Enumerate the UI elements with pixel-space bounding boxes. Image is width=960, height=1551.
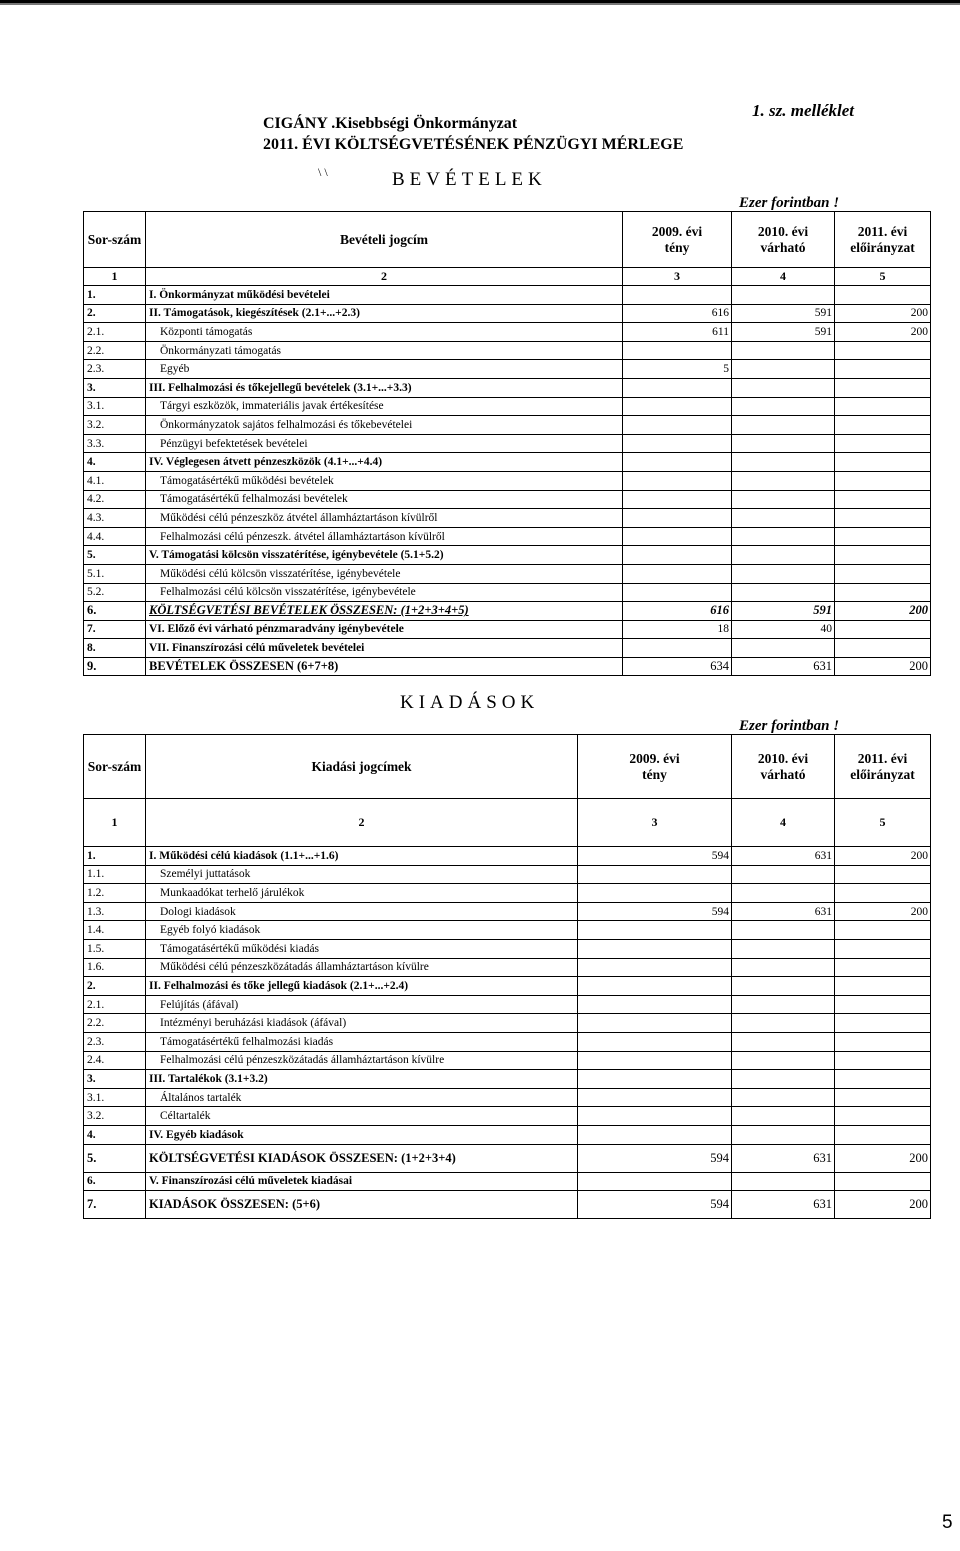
- expenditure-section-title: KIADÁSOK: [400, 692, 540, 713]
- value-2011: [835, 397, 931, 416]
- row-label: V. Támogatási kölcsön visszatérítése, igénybevétele (5.1+5.2): [146, 546, 623, 565]
- row-label: KÖLTSÉGVETÉSI KIADÁSOK ÖSSZESEN: (1+2+3+4): [146, 1144, 578, 1172]
- value-2011: [835, 583, 931, 602]
- value-2010: 591: [732, 602, 835, 621]
- value-2010: [732, 1107, 835, 1126]
- row-code: 2.1.: [84, 323, 146, 342]
- value-2011: [835, 509, 931, 528]
- value-2011: [835, 1107, 931, 1126]
- row-label: Működési célú kölcsön visszatérítése, igénybevétele: [146, 564, 623, 583]
- table-row: [84, 453, 931, 472]
- table-row: [84, 958, 931, 977]
- value-2011: [835, 471, 931, 490]
- header-year-label: 2010. évi: [757, 223, 809, 239]
- value-2009: 594: [578, 847, 732, 866]
- table-row: [84, 1191, 931, 1219]
- value-2009: [623, 453, 732, 472]
- column-number: 4: [732, 268, 835, 286]
- value-2010: 631: [732, 1191, 835, 1219]
- value-2011: 200: [835, 657, 931, 676]
- value-2009: [578, 921, 732, 940]
- document-subtitle: 2011. ÉVI KÖLTSÉGVETÉSÉNEK PÉNZÜGYI MÉRLEGE: [263, 136, 684, 153]
- value-2009: [623, 509, 732, 528]
- value-2009: 616: [623, 304, 732, 323]
- header-year-2011: [835, 212, 931, 268]
- value-2011: [835, 1125, 931, 1144]
- value-2009: [623, 434, 732, 453]
- header-year-label: 2011. évi: [857, 223, 908, 239]
- column-number-row: [84, 268, 931, 286]
- header-year-label: 2011. évi: [857, 750, 908, 766]
- value-2009: [578, 939, 732, 958]
- value-2011: 200: [835, 602, 931, 621]
- table-row: [84, 1070, 931, 1089]
- header-year-label: 2010. évi: [757, 750, 809, 766]
- value-2011: [835, 977, 931, 996]
- table-row: [84, 323, 931, 342]
- row-code: 2.3.: [84, 360, 146, 379]
- table-row: [84, 1051, 931, 1070]
- row-code: 1.: [84, 286, 146, 305]
- value-2010: [732, 583, 835, 602]
- value-2009: [623, 341, 732, 360]
- header-year-1: [732, 212, 835, 268]
- table-row: [84, 1014, 931, 1033]
- value-2010: 40: [732, 620, 835, 639]
- row-code: 1.4.: [84, 921, 146, 940]
- revenue-table: [83, 211, 931, 676]
- row-code: 3.2.: [84, 1107, 146, 1126]
- row-code: 1.2.: [84, 884, 146, 903]
- value-2010: [732, 509, 835, 528]
- value-2009: [578, 977, 732, 996]
- header-row-number: Sor-szám: [84, 735, 146, 799]
- value-2011: [835, 564, 931, 583]
- value-2011: 200: [835, 847, 931, 866]
- value-2010: [732, 1070, 835, 1089]
- table-row: [84, 884, 931, 903]
- value-2009: 616: [623, 602, 732, 621]
- value-2009: [623, 286, 732, 305]
- row-label: Felhalmozási célú pénzeszk. átvétel államháztartáson kívülről: [146, 527, 623, 546]
- row-label: I. Önkormányzat működési bevételei: [146, 286, 623, 305]
- value-2010: 631: [732, 657, 835, 676]
- value-2009: [623, 471, 732, 490]
- table-row: [84, 657, 931, 676]
- value-2009: [578, 1125, 732, 1144]
- row-label: Központi támogatás: [146, 323, 623, 342]
- table-row: [84, 583, 931, 602]
- row-label: Pénzügyi befektetések bevételei: [146, 434, 623, 453]
- row-code: 7.: [84, 1191, 146, 1219]
- column-number: 1: [84, 268, 146, 286]
- row-label: Támogatásértékű működési kiadás: [146, 939, 578, 958]
- row-label: IV. Egyéb kiadások: [146, 1125, 578, 1144]
- table-row: [84, 546, 931, 565]
- value-2010: [732, 490, 835, 509]
- row-code: 4.2.: [84, 490, 146, 509]
- row-code: 3.1.: [84, 1088, 146, 1107]
- table-row: [84, 527, 931, 546]
- table-row: [84, 1172, 931, 1191]
- value-2011: [835, 865, 931, 884]
- table-row: [84, 865, 931, 884]
- value-2009: 611: [623, 323, 732, 342]
- header-year-0: [578, 735, 732, 799]
- value-2011: [835, 434, 931, 453]
- value-2011: [835, 1088, 931, 1107]
- column-number: 5: [835, 799, 931, 847]
- value-2010: [732, 564, 835, 583]
- row-code: 6.: [84, 602, 146, 621]
- value-2010: 631: [732, 1144, 835, 1172]
- row-label: Személyi juttatások: [146, 865, 578, 884]
- scan-ticks: \ \: [318, 165, 328, 179]
- table-row: [84, 341, 931, 360]
- header-year-1: [732, 735, 835, 799]
- column-number: 2: [146, 799, 578, 847]
- table-row: [84, 471, 931, 490]
- row-label: IV. Véglegesen átvett pénzeszközök (4.1+...+4.4): [146, 453, 623, 472]
- value-2009: [578, 1051, 732, 1070]
- row-label: Általános tartalék: [146, 1088, 578, 1107]
- row-label: Dologi kiadások: [146, 902, 578, 921]
- value-2010: [732, 884, 835, 903]
- row-code: 1.5.: [84, 939, 146, 958]
- header-year-0: [623, 212, 732, 268]
- value-2010: [732, 921, 835, 940]
- value-2009: [623, 583, 732, 602]
- value-2009: [578, 1088, 732, 1107]
- value-2009: [578, 958, 732, 977]
- row-code: 4.: [84, 1125, 146, 1144]
- row-label: III. Felhalmozási és tőkejellegű bevételek (3.1+...+3.3): [146, 378, 623, 397]
- value-2010: [732, 1125, 835, 1144]
- table-row: [84, 286, 931, 305]
- value-2010: [732, 1014, 835, 1033]
- table-row: [84, 902, 931, 921]
- value-2010: [732, 1051, 835, 1070]
- row-code: 3.2.: [84, 416, 146, 435]
- value-2010: [732, 977, 835, 996]
- row-label: Intézményi beruházási kiadások (áfával): [146, 1014, 578, 1033]
- row-label: Támogatásértékű működési bevételek: [146, 471, 623, 490]
- value-2010: 631: [732, 902, 835, 921]
- column-number: 2: [146, 268, 623, 286]
- table-row: [84, 564, 931, 583]
- column-number: 5: [835, 268, 931, 286]
- value-2009: [578, 865, 732, 884]
- table-row: [84, 304, 931, 323]
- value-2010: [732, 1032, 835, 1051]
- value-2011: 200: [835, 323, 931, 342]
- value-2009: 634: [623, 657, 732, 676]
- value-2010: [732, 995, 835, 1014]
- row-label: Támogatásértékű felhalmozási bevételek: [146, 490, 623, 509]
- table-row: [84, 1032, 931, 1051]
- value-2009: [578, 995, 732, 1014]
- header-year-2011: [835, 735, 931, 799]
- value-2010: [732, 416, 835, 435]
- table-row: [84, 397, 931, 416]
- value-2010: [732, 958, 835, 977]
- value-2010: [732, 378, 835, 397]
- row-code: 3.3.: [84, 434, 146, 453]
- value-2011: [835, 490, 931, 509]
- row-code: 5.1.: [84, 564, 146, 583]
- row-code: 5.: [84, 1144, 146, 1172]
- column-number: 1: [84, 799, 146, 847]
- value-2009: 5: [623, 360, 732, 379]
- table-row: [84, 977, 931, 996]
- organization-title: CIGÁNY .Kisebbségi Önkormányzat: [263, 115, 518, 132]
- expenditure-table: [83, 734, 931, 1219]
- value-2011: 200: [835, 902, 931, 921]
- header-row-number: Sor-szám: [84, 212, 146, 268]
- table-row: [84, 416, 931, 435]
- table-row: [84, 1125, 931, 1144]
- row-label: V. Finanszírozási célú műveletek kiadásai: [146, 1172, 578, 1191]
- value-2009: [623, 416, 732, 435]
- row-label: VII. Finanszírozási célú műveletek bevételei: [146, 639, 623, 658]
- value-2010: [732, 434, 835, 453]
- header-title: Bevételi jogcím: [146, 212, 623, 268]
- value-2009: [578, 884, 732, 903]
- header-title: Kiadási jogcímek: [146, 735, 578, 799]
- value-2009: 594: [578, 1144, 732, 1172]
- header-year-kind: várható: [760, 239, 806, 255]
- value-2011: 200: [835, 1144, 931, 1172]
- column-number: 3: [578, 799, 732, 847]
- value-2011: [835, 995, 931, 1014]
- header-year-kind: várható: [760, 766, 806, 782]
- header-year-kind: tény: [664, 239, 690, 255]
- row-label: Működési célú pénzeszközátadás államháztartáson kívülre: [146, 958, 578, 977]
- row-code: 4.4.: [84, 527, 146, 546]
- row-label: KÖLTSÉGVETÉSI BEVÉTELEK ÖSSZESEN: (1+2+3+4+5): [146, 602, 623, 621]
- value-2010: [732, 341, 835, 360]
- value-2009: [578, 1014, 732, 1033]
- table-row: [84, 490, 931, 509]
- revenue-section-title: BEVÉTELEK: [392, 169, 547, 190]
- page-number: 5: [942, 1512, 953, 1533]
- row-code: 8.: [84, 639, 146, 658]
- value-2009: [623, 378, 732, 397]
- value-2009: 18: [623, 620, 732, 639]
- value-2009: [623, 564, 732, 583]
- value-2011: [835, 1070, 931, 1089]
- row-code: 2.2.: [84, 341, 146, 360]
- row-label: Felújítás (áfával): [146, 995, 578, 1014]
- value-2009: 594: [578, 902, 732, 921]
- header-row: [84, 735, 931, 799]
- value-2011: [835, 527, 931, 546]
- table-row: [84, 639, 931, 658]
- value-2009: [623, 490, 732, 509]
- row-label: Felhalmozási célú pénzeszközátadás államháztartáson kívülre: [146, 1051, 578, 1070]
- value-2010: 591: [732, 304, 835, 323]
- table-row: [84, 509, 931, 528]
- value-2011: [835, 453, 931, 472]
- row-code: 4.1.: [84, 471, 146, 490]
- value-2010: [732, 397, 835, 416]
- row-label: Támogatásértékű felhalmozási kiadás: [146, 1032, 578, 1051]
- row-code: 2.1.: [84, 995, 146, 1014]
- value-2011: [835, 939, 931, 958]
- value-2011: 200: [835, 1191, 931, 1219]
- table-row: [84, 921, 931, 940]
- header-row: [84, 212, 931, 268]
- row-code: 2.: [84, 977, 146, 996]
- row-label: VI. Előző évi várható pénzmaradvány igénybevétele: [146, 620, 623, 639]
- row-code: 1.1.: [84, 865, 146, 884]
- value-2010: [732, 1088, 835, 1107]
- table-row: [84, 620, 931, 639]
- value-2009: [623, 639, 732, 658]
- row-code: 5.2.: [84, 583, 146, 602]
- value-2010: 631: [732, 847, 835, 866]
- row-label: II. Támogatások, kiegészítések (2.1+...+2.3): [146, 304, 623, 323]
- value-2010: [732, 286, 835, 305]
- value-2009: [578, 1107, 732, 1126]
- row-code: 2.2.: [84, 1014, 146, 1033]
- table-row: [84, 995, 931, 1014]
- value-2010: [732, 639, 835, 658]
- row-label: Munkaadókat terhelő járulékok: [146, 884, 578, 903]
- value-2011: [835, 360, 931, 379]
- row-code: 1.3.: [84, 902, 146, 921]
- row-code: 6.: [84, 1172, 146, 1191]
- table-row: [84, 360, 931, 379]
- row-code: 7.: [84, 620, 146, 639]
- value-2011: [835, 341, 931, 360]
- value-2009: [578, 1070, 732, 1089]
- scan-edge: [0, 0, 960, 7]
- header-year-label: 2009. évi: [629, 750, 680, 766]
- value-2010: [732, 360, 835, 379]
- table-row: [84, 434, 931, 453]
- column-number: 3: [623, 268, 732, 286]
- row-label: Egyéb: [146, 360, 623, 379]
- value-2011: [835, 286, 931, 305]
- value-2011: [835, 639, 931, 658]
- value-2009: [578, 1032, 732, 1051]
- value-2010: [732, 453, 835, 472]
- value-2009: [623, 527, 732, 546]
- column-number: 4: [732, 799, 835, 847]
- row-code: 5.: [84, 546, 146, 565]
- row-label: Tárgyi eszközök, immateriális javak értékesítése: [146, 397, 623, 416]
- value-2009: [623, 546, 732, 565]
- value-2009: 594: [578, 1191, 732, 1219]
- header-year-label: 2009. évi: [651, 223, 703, 239]
- row-label: II. Felhalmozási és tőke jellegű kiadások (2.1+...+2.4): [146, 977, 578, 996]
- value-2011: [835, 921, 931, 940]
- table-row: [84, 1107, 931, 1126]
- row-label: BEVÉTELEK ÖSSZESEN (6+7+8): [146, 657, 623, 676]
- value-2011: [835, 1032, 931, 1051]
- column-number-row: [84, 799, 931, 847]
- value-2009: [623, 397, 732, 416]
- row-code: 2.4.: [84, 1051, 146, 1070]
- header-year-kind: előirányzat: [850, 766, 915, 782]
- value-2010: [732, 471, 835, 490]
- row-code: 1.6.: [84, 958, 146, 977]
- row-label: Céltartalék: [146, 1107, 578, 1126]
- expenditure-unit-label: Ezer forintban !: [739, 718, 840, 734]
- row-code: 3.: [84, 1070, 146, 1089]
- header-year-kind: tény: [642, 766, 667, 782]
- header-year-kind: előirányzat: [850, 239, 915, 255]
- value-2011: [835, 958, 931, 977]
- value-2011: 200: [835, 304, 931, 323]
- row-code: 1.: [84, 847, 146, 866]
- row-label: Önkormányzati támogatás: [146, 341, 623, 360]
- value-2010: [732, 939, 835, 958]
- table-row: [84, 378, 931, 397]
- table-row: [84, 847, 931, 866]
- value-2010: [732, 865, 835, 884]
- table-row: [84, 1144, 931, 1172]
- row-code: 4.: [84, 453, 146, 472]
- value-2010: 591: [732, 323, 835, 342]
- row-label: Működési célú pénzeszköz átvétel államháztartáson kívülről: [146, 509, 623, 528]
- row-label: I. Működési célú kiadások (1.1+...+1.6): [146, 847, 578, 866]
- row-code: 3.: [84, 378, 146, 397]
- row-code: 2.: [84, 304, 146, 323]
- row-label: Egyéb folyó kiadások: [146, 921, 578, 940]
- row-label: KIADÁSOK ÖSSZESEN: (5+6): [146, 1191, 578, 1219]
- row-code: 9.: [84, 657, 146, 676]
- row-label: Felhalmozási célú kölcsön visszatérítése, igénybevétele: [146, 583, 623, 602]
- value-2011: [835, 378, 931, 397]
- value-2010: [732, 1172, 835, 1191]
- value-2011: [835, 416, 931, 435]
- value-2011: [835, 1014, 931, 1033]
- row-code: 3.1.: [84, 397, 146, 416]
- value-2009: [578, 1172, 732, 1191]
- value-2011: [835, 1172, 931, 1191]
- value-2011: [835, 884, 931, 903]
- value-2010: [732, 527, 835, 546]
- value-2011: [835, 620, 931, 639]
- row-code: 2.3.: [84, 1032, 146, 1051]
- row-code: 4.3.: [84, 509, 146, 528]
- annex-label: 1. sz. melléklet: [752, 101, 854, 120]
- revenue-unit-label: Ezer forintban !: [739, 195, 840, 211]
- row-label: III. Tartalékok (3.1+3.2): [146, 1070, 578, 1089]
- table-row: [84, 1088, 931, 1107]
- value-2011: [835, 546, 931, 565]
- value-2011: [835, 1051, 931, 1070]
- table-row: [84, 939, 931, 958]
- value-2010: [732, 546, 835, 565]
- row-label: Önkormányzatok sajátos felhalmozási és tőkebevételei: [146, 416, 623, 435]
- table-row: [84, 602, 931, 621]
